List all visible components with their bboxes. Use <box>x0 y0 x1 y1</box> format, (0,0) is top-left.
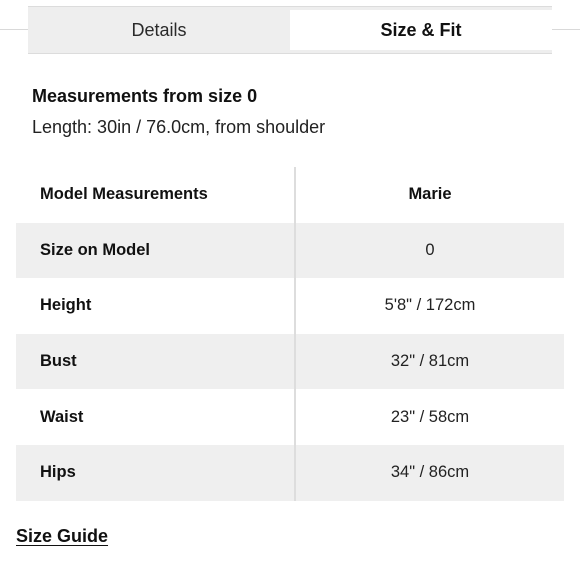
table-row <box>16 223 564 279</box>
tab-bar <box>28 6 552 54</box>
table-row <box>16 389 564 445</box>
divider <box>0 29 28 30</box>
row-label: Waist <box>16 389 296 445</box>
row-label: Size on Model <box>16 223 296 279</box>
length-text: Length: 30in / 76.0cm, from shoulder <box>32 117 326 137</box>
model-measurements-table <box>16 167 564 501</box>
table-row <box>16 278 564 334</box>
row-label: Hips <box>16 445 296 501</box>
table-row <box>16 445 564 501</box>
table-row <box>16 334 564 390</box>
size-guide-link[interactable]: Size Guide <box>16 526 109 546</box>
tab-size-and-fit[interactable]: Size & Fit <box>290 10 552 50</box>
table-header-label: Model Measurements <box>16 167 296 223</box>
row-value: 0 <box>425 240 435 259</box>
measurements-heading: Measurements from size 0 <box>32 86 258 106</box>
table-header-row <box>16 167 564 223</box>
row-label: Bust <box>16 334 296 390</box>
table-header-value: Marie <box>408 185 452 204</box>
row-value: 5'8" / 172cm <box>384 296 476 315</box>
row-value: 32" / 81cm <box>390 352 470 371</box>
row-value: 34" / 86cm <box>390 463 470 482</box>
row-label: Height <box>16 278 296 334</box>
tab-details[interactable]: Details <box>28 10 290 50</box>
row-value: 23" / 58cm <box>390 407 470 426</box>
divider <box>552 29 580 30</box>
